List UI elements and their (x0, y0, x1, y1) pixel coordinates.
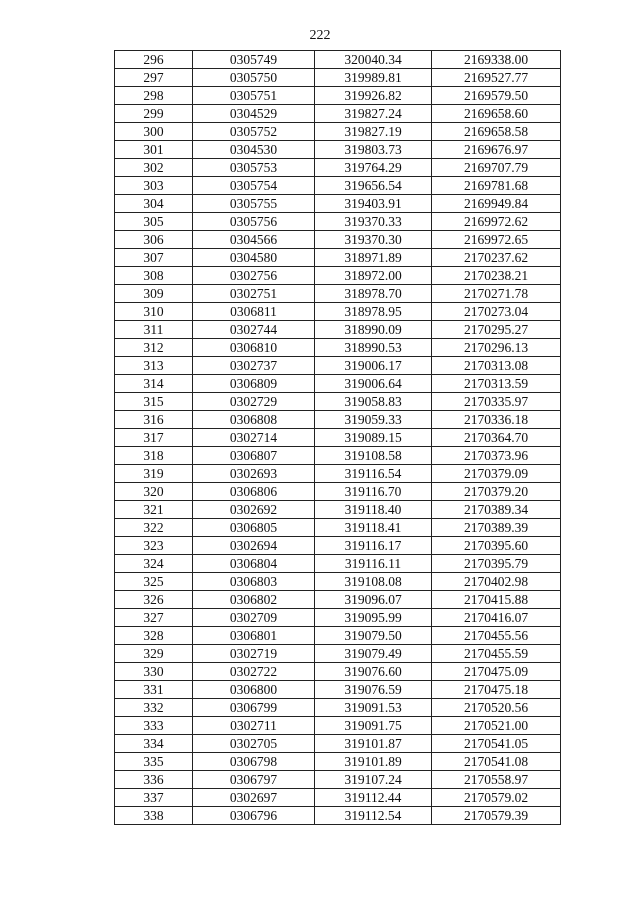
point-id-cell: 0306796 (193, 807, 315, 825)
table-row (115, 789, 561, 807)
y-coordinate-cell: 2170475.18 (432, 681, 561, 699)
y-coordinate-cell: 2170389.34 (432, 501, 561, 519)
point-id-cell: 0302756 (193, 267, 315, 285)
table-row (115, 285, 561, 303)
point-number-cell: 326 (115, 591, 193, 609)
point-id-cell: 0306809 (193, 375, 315, 393)
x-coordinate-cell: 319926.82 (315, 87, 432, 105)
y-coordinate-cell: 2170389.39 (432, 519, 561, 537)
point-number-cell: 331 (115, 681, 193, 699)
point-id-cell: 0305752 (193, 123, 315, 141)
table-row (115, 771, 561, 789)
point-id-cell: 0305756 (193, 213, 315, 231)
point-id-cell: 0302693 (193, 465, 315, 483)
point-id-cell: 0306801 (193, 627, 315, 645)
point-number-cell: 300 (115, 123, 193, 141)
point-id-cell: 0306803 (193, 573, 315, 591)
point-number-cell: 305 (115, 213, 193, 231)
point-number-cell: 325 (115, 573, 193, 591)
point-id-cell: 0302714 (193, 429, 315, 447)
point-id-cell: 0302751 (193, 285, 315, 303)
table-row (115, 591, 561, 609)
point-id-cell: 0306802 (193, 591, 315, 609)
y-coordinate-cell: 2170336.18 (432, 411, 561, 429)
coordinates-table-body (115, 51, 561, 825)
x-coordinate-cell: 318978.70 (315, 285, 432, 303)
x-coordinate-cell: 319370.33 (315, 213, 432, 231)
x-coordinate-cell: 319116.54 (315, 465, 432, 483)
x-coordinate-cell: 319079.49 (315, 645, 432, 663)
y-coordinate-cell: 2169527.77 (432, 69, 561, 87)
point-number-cell: 320 (115, 483, 193, 501)
x-coordinate-cell: 319076.59 (315, 681, 432, 699)
x-coordinate-cell: 319656.54 (315, 177, 432, 195)
x-coordinate-cell: 318978.95 (315, 303, 432, 321)
y-coordinate-cell: 2170541.08 (432, 753, 561, 771)
point-id-cell: 0306811 (193, 303, 315, 321)
table-row (115, 105, 561, 123)
page-number: 222 (309, 28, 331, 43)
point-number-cell: 338 (115, 807, 193, 825)
point-number-cell: 313 (115, 357, 193, 375)
table-row (115, 393, 561, 411)
point-number-cell: 329 (115, 645, 193, 663)
table-row (115, 519, 561, 537)
x-coordinate-cell: 319118.40 (315, 501, 432, 519)
x-coordinate-cell: 319101.87 (315, 735, 432, 753)
y-coordinate-cell: 2170395.60 (432, 537, 561, 555)
point-number-cell: 299 (115, 105, 193, 123)
x-coordinate-cell: 319101.89 (315, 753, 432, 771)
y-coordinate-cell: 2170521.00 (432, 717, 561, 735)
point-id-cell: 0306806 (193, 483, 315, 501)
point-number-cell: 307 (115, 249, 193, 267)
x-coordinate-cell: 319116.17 (315, 537, 432, 555)
point-id-cell: 0305750 (193, 69, 315, 87)
point-id-cell: 0302705 (193, 735, 315, 753)
point-number-cell: 297 (115, 69, 193, 87)
x-coordinate-cell: 319108.08 (315, 573, 432, 591)
table-row (115, 753, 561, 771)
point-number-cell: 322 (115, 519, 193, 537)
x-coordinate-cell: 319091.53 (315, 699, 432, 717)
table-row (115, 807, 561, 825)
y-coordinate-cell: 2169707.79 (432, 159, 561, 177)
table-row (115, 51, 561, 69)
point-number-cell: 311 (115, 321, 193, 339)
point-id-cell: 0302709 (193, 609, 315, 627)
point-id-cell: 0302692 (193, 501, 315, 519)
y-coordinate-cell: 2169338.00 (432, 51, 561, 69)
y-coordinate-cell: 2170541.05 (432, 735, 561, 753)
point-number-cell: 303 (115, 177, 193, 195)
x-coordinate-cell: 319116.11 (315, 555, 432, 573)
point-id-cell: 0302719 (193, 645, 315, 663)
y-coordinate-cell: 2169676.97 (432, 141, 561, 159)
point-id-cell: 0302744 (193, 321, 315, 339)
point-number-cell: 335 (115, 753, 193, 771)
table-row (115, 447, 561, 465)
y-coordinate-cell: 2170364.70 (432, 429, 561, 447)
y-coordinate-cell: 2170313.59 (432, 375, 561, 393)
point-number-cell: 330 (115, 663, 193, 681)
y-coordinate-cell: 2170238.21 (432, 267, 561, 285)
y-coordinate-cell: 2170558.97 (432, 771, 561, 789)
table-row (115, 735, 561, 753)
table-row (115, 429, 561, 447)
y-coordinate-cell: 2170379.09 (432, 465, 561, 483)
table-row (115, 249, 561, 267)
x-coordinate-cell: 319059.33 (315, 411, 432, 429)
point-id-cell: 0302694 (193, 537, 315, 555)
table-row (115, 213, 561, 231)
x-coordinate-cell: 319108.58 (315, 447, 432, 465)
point-id-cell: 0305753 (193, 159, 315, 177)
x-coordinate-cell: 319089.15 (315, 429, 432, 447)
y-coordinate-cell: 2170415.88 (432, 591, 561, 609)
table-row (115, 717, 561, 735)
point-number-cell: 328 (115, 627, 193, 645)
point-id-cell: 0306800 (193, 681, 315, 699)
y-coordinate-cell: 2169781.68 (432, 177, 561, 195)
point-number-cell: 321 (115, 501, 193, 519)
point-id-cell: 0306798 (193, 753, 315, 771)
point-number-cell: 336 (115, 771, 193, 789)
table-row (115, 375, 561, 393)
table-row (115, 645, 561, 663)
point-id-cell: 0302697 (193, 789, 315, 807)
table-row (115, 663, 561, 681)
point-number-cell: 301 (115, 141, 193, 159)
table-row (115, 321, 561, 339)
x-coordinate-cell: 318990.53 (315, 339, 432, 357)
table-row (115, 303, 561, 321)
point-number-cell: 310 (115, 303, 193, 321)
table-row (115, 465, 561, 483)
point-number-cell: 334 (115, 735, 193, 753)
table-row (115, 357, 561, 375)
table-row (115, 555, 561, 573)
table-row (115, 483, 561, 501)
table-row (115, 87, 561, 105)
point-id-cell: 0304530 (193, 141, 315, 159)
x-coordinate-cell: 319764.29 (315, 159, 432, 177)
table-row (115, 231, 561, 249)
table-row (115, 537, 561, 555)
point-number-cell: 306 (115, 231, 193, 249)
x-coordinate-cell: 319827.24 (315, 105, 432, 123)
table-row (115, 573, 561, 591)
table-row (115, 177, 561, 195)
x-coordinate-cell: 318972.00 (315, 267, 432, 285)
table-row (115, 699, 561, 717)
point-id-cell: 0302737 (193, 357, 315, 375)
y-coordinate-cell: 2169949.84 (432, 195, 561, 213)
point-id-cell: 0305755 (193, 195, 315, 213)
y-coordinate-cell: 2170579.39 (432, 807, 561, 825)
x-coordinate-cell: 319827.19 (315, 123, 432, 141)
point-number-cell: 319 (115, 465, 193, 483)
x-coordinate-cell: 319095.99 (315, 609, 432, 627)
table-row (115, 501, 561, 519)
table-row (115, 681, 561, 699)
point-number-cell: 317 (115, 429, 193, 447)
y-coordinate-cell: 2170402.98 (432, 573, 561, 591)
x-coordinate-cell: 319112.54 (315, 807, 432, 825)
y-coordinate-cell: 2170295.27 (432, 321, 561, 339)
x-coordinate-cell: 318971.89 (315, 249, 432, 267)
x-coordinate-cell: 319006.64 (315, 375, 432, 393)
point-id-cell: 0305751 (193, 87, 315, 105)
point-number-cell: 296 (115, 51, 193, 69)
point-number-cell: 309 (115, 285, 193, 303)
x-coordinate-cell: 319803.73 (315, 141, 432, 159)
y-coordinate-cell: 2170520.56 (432, 699, 561, 717)
y-coordinate-cell: 2170237.62 (432, 249, 561, 267)
y-coordinate-cell: 2170273.04 (432, 303, 561, 321)
y-coordinate-cell: 2170296.13 (432, 339, 561, 357)
table-row (115, 123, 561, 141)
point-id-cell: 0306807 (193, 447, 315, 465)
y-coordinate-cell: 2169658.58 (432, 123, 561, 141)
point-number-cell: 302 (115, 159, 193, 177)
table-row (115, 195, 561, 213)
point-id-cell: 0302729 (193, 393, 315, 411)
y-coordinate-cell: 2170579.02 (432, 789, 561, 807)
point-number-cell: 314 (115, 375, 193, 393)
point-number-cell: 333 (115, 717, 193, 735)
point-number-cell: 318 (115, 447, 193, 465)
x-coordinate-cell: 319989.81 (315, 69, 432, 87)
x-coordinate-cell: 319116.70 (315, 483, 432, 501)
x-coordinate-cell: 319091.75 (315, 717, 432, 735)
y-coordinate-cell: 2170475.09 (432, 663, 561, 681)
y-coordinate-cell: 2170455.59 (432, 645, 561, 663)
y-coordinate-cell: 2170455.56 (432, 627, 561, 645)
table-row (115, 339, 561, 357)
x-coordinate-cell: 320040.34 (315, 51, 432, 69)
x-coordinate-cell: 319107.24 (315, 771, 432, 789)
point-id-cell: 0304529 (193, 105, 315, 123)
point-number-cell: 312 (115, 339, 193, 357)
x-coordinate-cell: 319006.17 (315, 357, 432, 375)
y-coordinate-cell: 2170379.20 (432, 483, 561, 501)
point-id-cell: 0306810 (193, 339, 315, 357)
y-coordinate-cell: 2169579.50 (432, 87, 561, 105)
point-number-cell: 304 (115, 195, 193, 213)
x-coordinate-cell: 319096.07 (315, 591, 432, 609)
y-coordinate-cell: 2170313.08 (432, 357, 561, 375)
table-row (115, 141, 561, 159)
table-row (115, 627, 561, 645)
y-coordinate-cell: 2169972.62 (432, 213, 561, 231)
table-row (115, 69, 561, 87)
table-row (115, 267, 561, 285)
point-id-cell: 0306799 (193, 699, 315, 717)
x-coordinate-cell: 319079.50 (315, 627, 432, 645)
table-row (115, 159, 561, 177)
x-coordinate-cell: 318990.09 (315, 321, 432, 339)
x-coordinate-cell: 319118.41 (315, 519, 432, 537)
point-number-cell: 327 (115, 609, 193, 627)
y-coordinate-cell: 2170335.97 (432, 393, 561, 411)
point-number-cell: 308 (115, 267, 193, 285)
y-coordinate-cell: 2170373.96 (432, 447, 561, 465)
point-number-cell: 298 (115, 87, 193, 105)
y-coordinate-cell: 2169658.60 (432, 105, 561, 123)
point-id-cell: 0305754 (193, 177, 315, 195)
coordinates-table (114, 50, 561, 825)
x-coordinate-cell: 319058.83 (315, 393, 432, 411)
point-id-cell: 0304566 (193, 231, 315, 249)
point-id-cell: 0306808 (193, 411, 315, 429)
y-coordinate-cell: 2170271.78 (432, 285, 561, 303)
point-id-cell: 0306797 (193, 771, 315, 789)
y-coordinate-cell: 2170395.79 (432, 555, 561, 573)
y-coordinate-cell: 2170416.07 (432, 609, 561, 627)
point-number-cell: 332 (115, 699, 193, 717)
table-row (115, 609, 561, 627)
x-coordinate-cell: 319403.91 (315, 195, 432, 213)
point-number-cell: 323 (115, 537, 193, 555)
point-id-cell: 0302711 (193, 717, 315, 735)
point-number-cell: 324 (115, 555, 193, 573)
point-id-cell: 0306805 (193, 519, 315, 537)
x-coordinate-cell: 319112.44 (315, 789, 432, 807)
point-id-cell: 0306804 (193, 555, 315, 573)
point-id-cell: 0302722 (193, 663, 315, 681)
table-row (115, 411, 561, 429)
x-coordinate-cell: 319076.60 (315, 663, 432, 681)
point-id-cell: 0305749 (193, 51, 315, 69)
point-number-cell: 315 (115, 393, 193, 411)
point-number-cell: 337 (115, 789, 193, 807)
x-coordinate-cell: 319370.30 (315, 231, 432, 249)
point-id-cell: 0304580 (193, 249, 315, 267)
y-coordinate-cell: 2169972.65 (432, 231, 561, 249)
point-number-cell: 316 (115, 411, 193, 429)
